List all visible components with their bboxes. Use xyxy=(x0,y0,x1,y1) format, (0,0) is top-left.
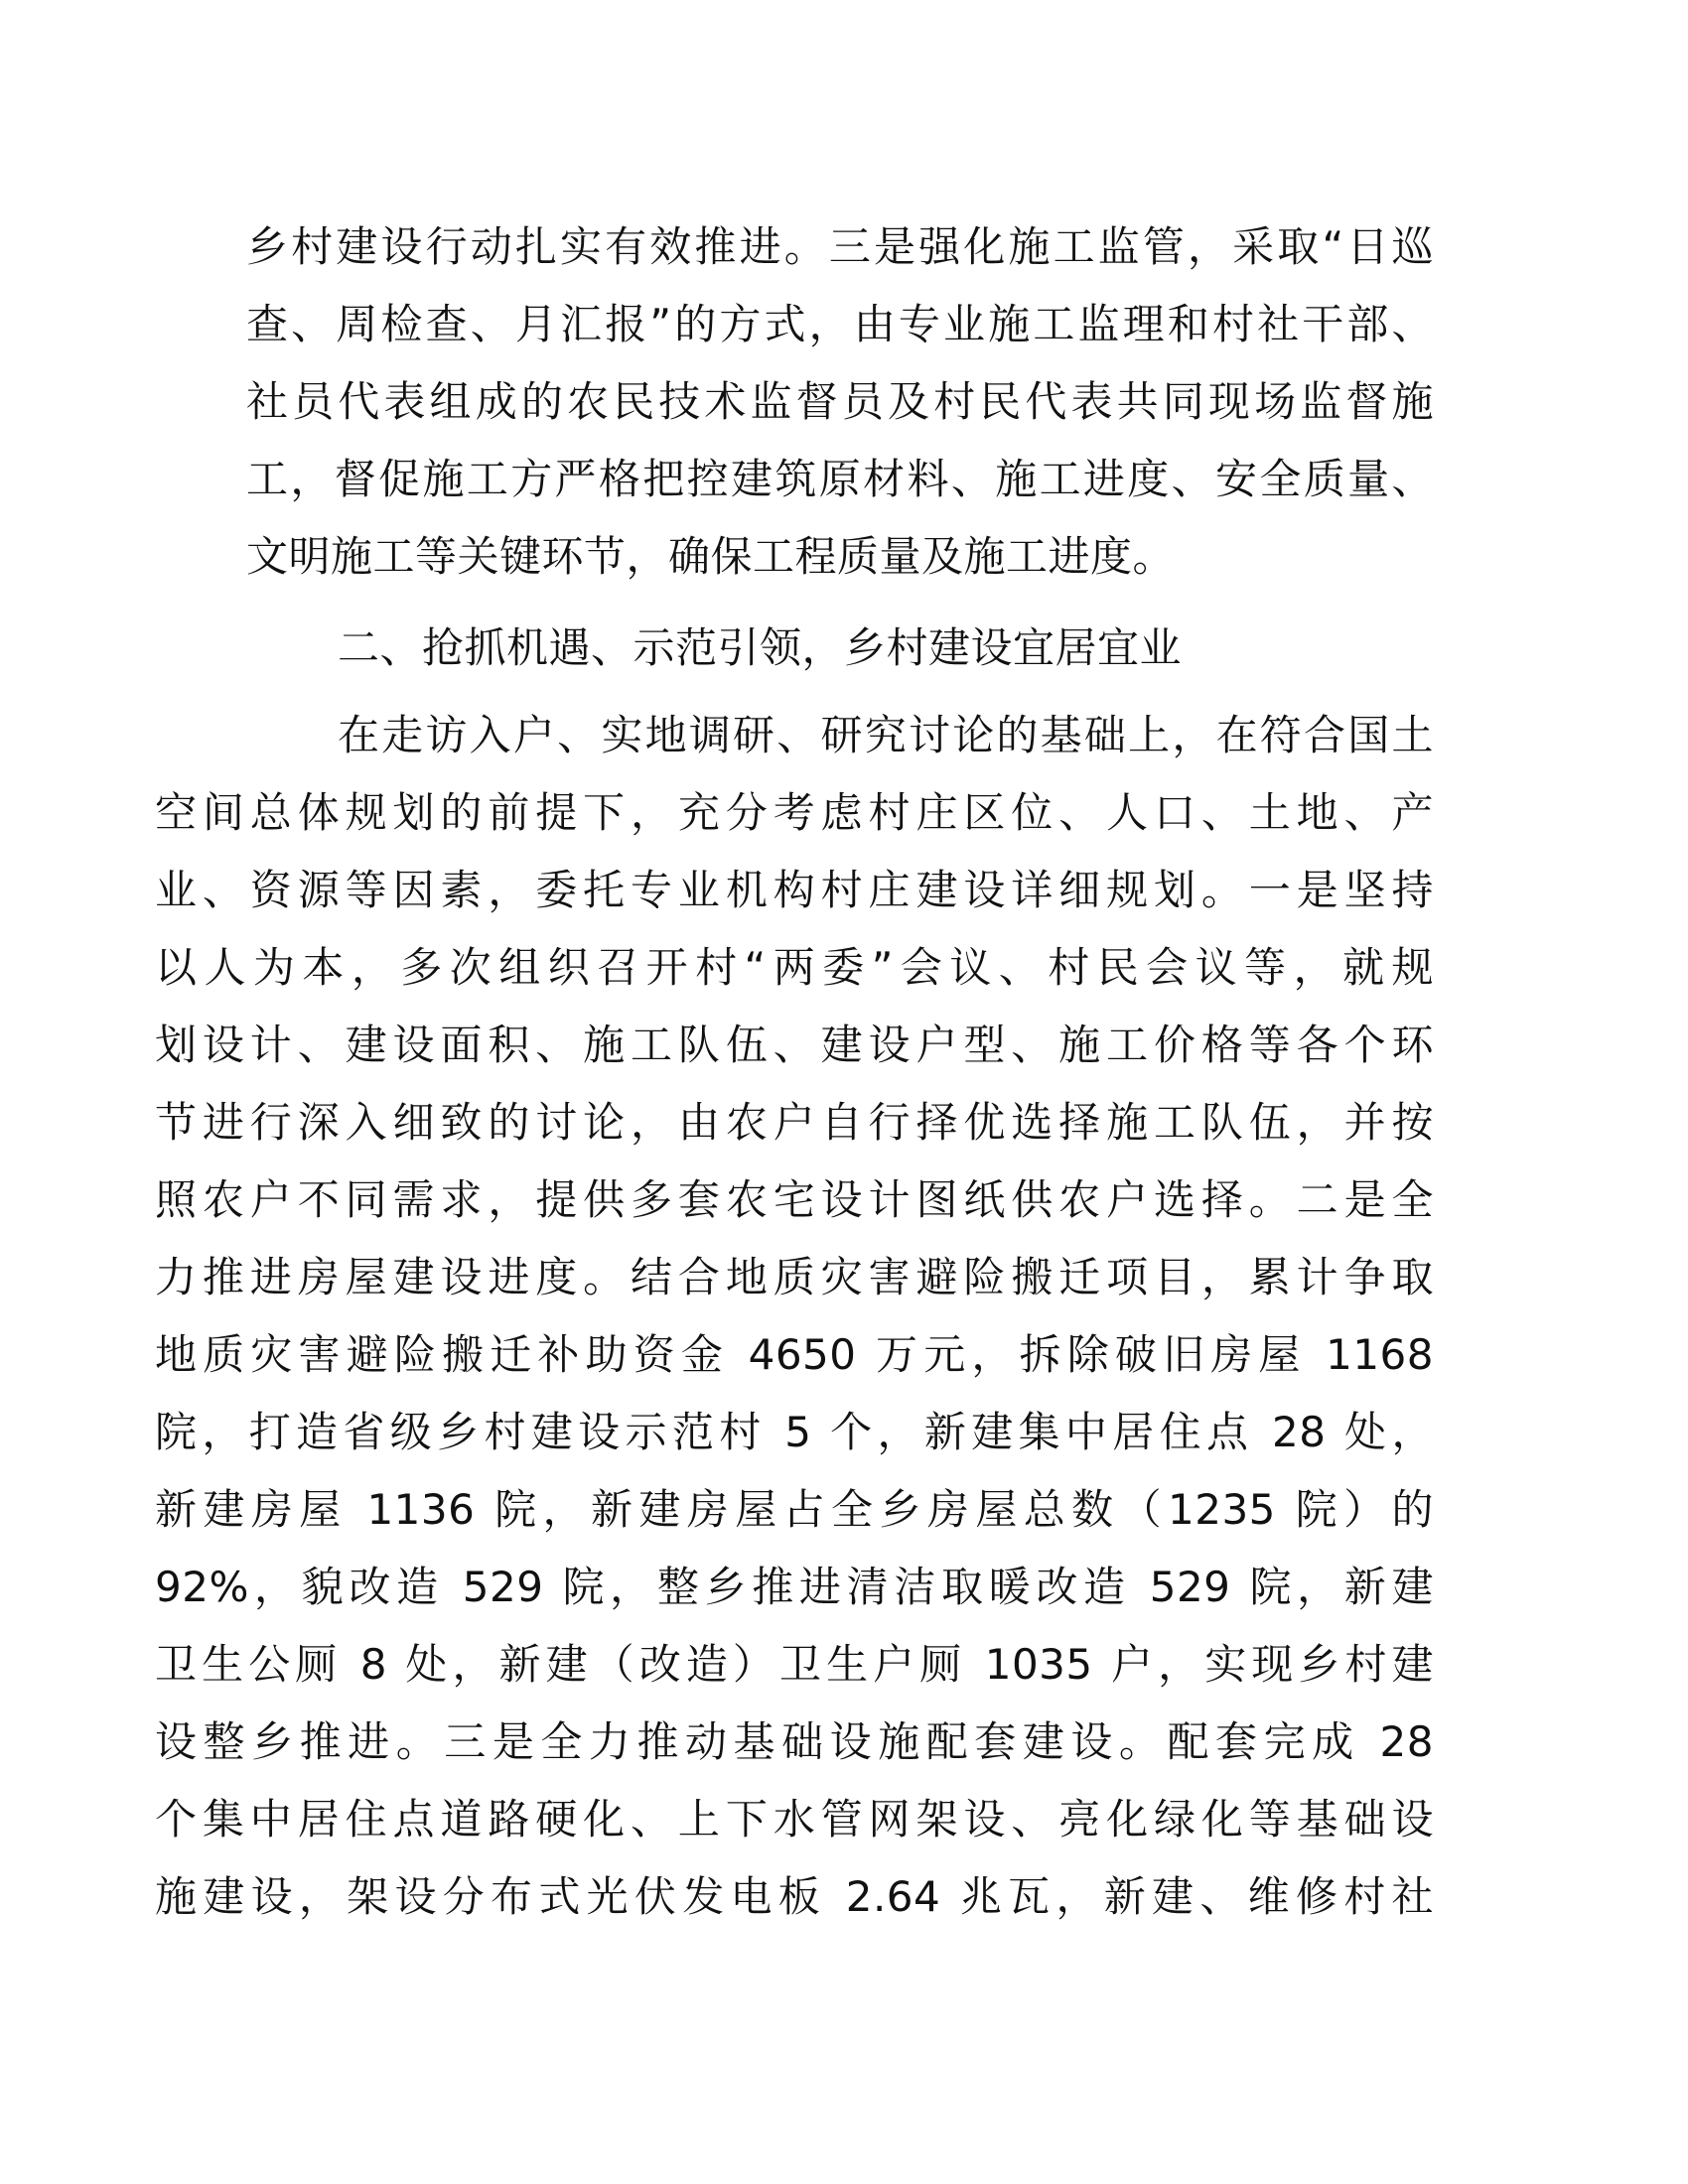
text-line: 乡村建设行动扎实有效推进。三是强化施工监管，采取“日巡 xyxy=(246,222,1434,271)
text-line: 力推进房屋建设进度。结合地质灾害避险搬迁项目，累计争取 xyxy=(155,1253,1434,1301)
paragraph-body xyxy=(155,697,1434,1936)
text-line: 空间总体规划的前提下，充分考虑村庄区位、人口、土地、产 xyxy=(155,788,1434,837)
text-line: 92%，貌改造 529 院，整乡推进清洁取暖改造 529 院，新建 xyxy=(155,1563,1434,1611)
text-line: 新建房屋 1136 院，新建房屋占全乡房屋总数（1235 院）的 xyxy=(155,1485,1434,1534)
text-line: 照农户不同需求，提供多套农宅设计图纸供农户选择。二是全 xyxy=(155,1175,1434,1224)
text-line: 节进行深入细致的讨论，由农户自行择优选择施工队伍，并按 xyxy=(155,1098,1434,1147)
text-line: 划设计、建设面积、施工队伍、建设户型、施工价格等各个环 xyxy=(155,1021,1434,1069)
text-line: 地质灾害避险搬迁补助资金 4650 万元，拆除破旧房屋 1168 xyxy=(155,1330,1434,1379)
text-line: 业、资源等因素，委托专业机构村庄建设详细规划。一是坚持 xyxy=(155,866,1434,914)
text-line: 社员代表组成的农民技术监督员及村民代表共同现场监督施 xyxy=(246,377,1434,426)
text-line: 在走访入户、实地调研、研究讨论的基础上，在符合国土 xyxy=(338,711,1434,759)
text-line: 设整乡推进。三是全力推动基础设施配套建设。配套完成 28 xyxy=(155,1717,1434,1766)
text-line: 院，打造省级乡村建设示范村 5 个，新建集中居住点 28 处， xyxy=(155,1408,1434,1456)
section-heading: 二、抢抓机遇、示范引领，乡村建设宜居宜业 xyxy=(338,623,1183,672)
text-line: 工，督促施工方严格把控建筑原材料、施工进度、安全质量、 xyxy=(246,455,1434,503)
text-line: 个集中居住点道路硬化、上下水管网架设、亮化绿化等基础设 xyxy=(155,1795,1434,1843)
text-line: 卫生公厕 8 处，新建（改造）卫生户厕 1035 户，实现乡村建 xyxy=(155,1640,1434,1689)
text-line: 文明施工等关键环节，确保工程质量及施工进度。 xyxy=(246,532,1176,581)
paragraph-continued xyxy=(246,208,1434,596)
text-line: 查、周检查、月汇报”的方式，由专业施工监理和村社干部、 xyxy=(246,300,1434,348)
text-line: 以人为本，多次组织召开村“两委”会议、村民会议等，就规 xyxy=(155,943,1434,992)
text-line: 施建设，架设分布式光伏发电板 2.64 兆瓦，新建、维修村社 xyxy=(155,1872,1434,1921)
